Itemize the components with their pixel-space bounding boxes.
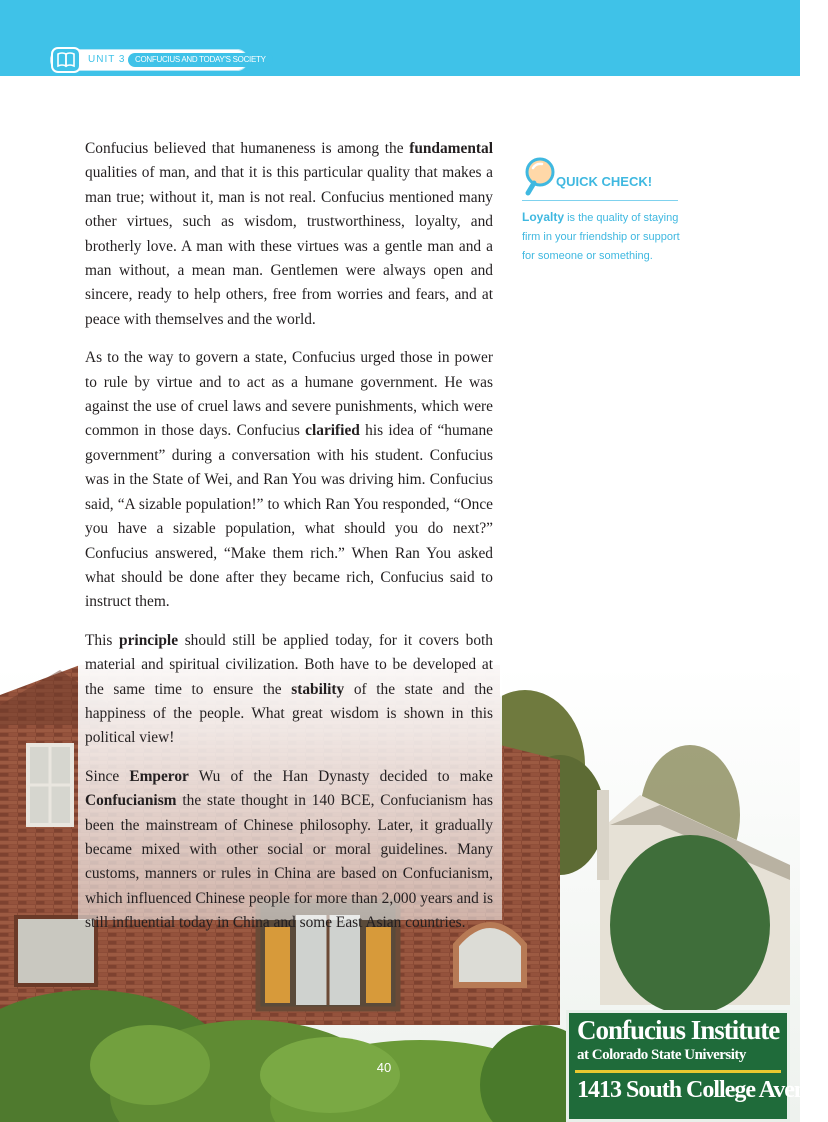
magnifier-icon	[524, 156, 560, 196]
quick-check-divider	[522, 200, 678, 201]
vocab-fundamental: fundamental	[409, 140, 493, 157]
page-number: 40	[376, 1060, 392, 1075]
quick-check-definition: Loyalty is the quality of staying firm in your friendship or support for someone or something.	[522, 210, 680, 262]
sign-title: Confucius Institute	[577, 1015, 780, 1045]
institute-sign	[566, 1010, 828, 1122]
quick-check-term: Loyalty	[522, 210, 565, 224]
paragraph-3: This principle should still be applied today, for it covers both material and spiritual civilization. Both have to be developed at the same time to ensure the stability of the state and the happiness of the people. What great wisdom is shown in this political view!	[85, 631, 494, 747]
sign-university: at Colorado State University	[577, 1047, 746, 1063]
vocab-emperor: Emperor	[129, 767, 189, 785]
body-text	[85, 137, 493, 950]
paragraph-1: Confucius believed that humaneness is among the fundamental qualities of man, and that it is this particular quality that makes a man true; without it, man is not real. Confucius mentioned many other virtues, such as wisdom, trustworthiness, loyalty, and brotherly love. A man with these virtues was a gentle man and a man without, a mean man. Gentlemen were always open and sincere, ready to help others, free from worries and fears, and at peace with themselves and the world.	[85, 140, 493, 328]
paragraph-4: Since Emperor Wu of the Han Dynasty decided to make Confucianism the state thought in 140 BCE, Confucianism has been the mainstream of Chinese philosophy. Later, it gradually became mixed with other social or moral guidelines. Many customs, manners or rules in China are based on Confucianism, which influenced Chinese people for more than 2,000 years and is still influential today in China and some East Asian countries.	[85, 767, 493, 932]
unit-label: UNIT 3	[88, 54, 126, 65]
vocab-principle: principle	[119, 631, 179, 649]
sign-divider	[575, 1070, 781, 1073]
vocab-clarified: clarified	[305, 422, 360, 440]
unit-subtitle: CONFUCIUS AND TODAY'S SOCIETY	[128, 53, 273, 67]
sign-address: 1413 South College Avenue	[577, 1077, 828, 1103]
vocab-stability: stability	[291, 680, 345, 698]
quick-check-title: QUICK CHECK!	[556, 174, 653, 189]
book-icon	[51, 47, 81, 73]
vocab-confucianism: Confucianism	[85, 792, 177, 810]
paragraph-2: As to the way to govern a state, Confucius urged those in power to rule by virtue and to act as a humane government. He was against the use of cruel laws and severe punishments, which were common in those days. Confucius clarified his idea of “humane government” during a conversation with his student. Confucius was in the State of Wei, and Ran You was driving him. Confucius said, “A sizable population!” to which Ran You responded, “Once you have a sizable population, what should you do next?” Confucius answered, “Make them rich.” When Ran You asked what should be done after they became rich, Confucius said to instruct them.	[85, 349, 493, 611]
